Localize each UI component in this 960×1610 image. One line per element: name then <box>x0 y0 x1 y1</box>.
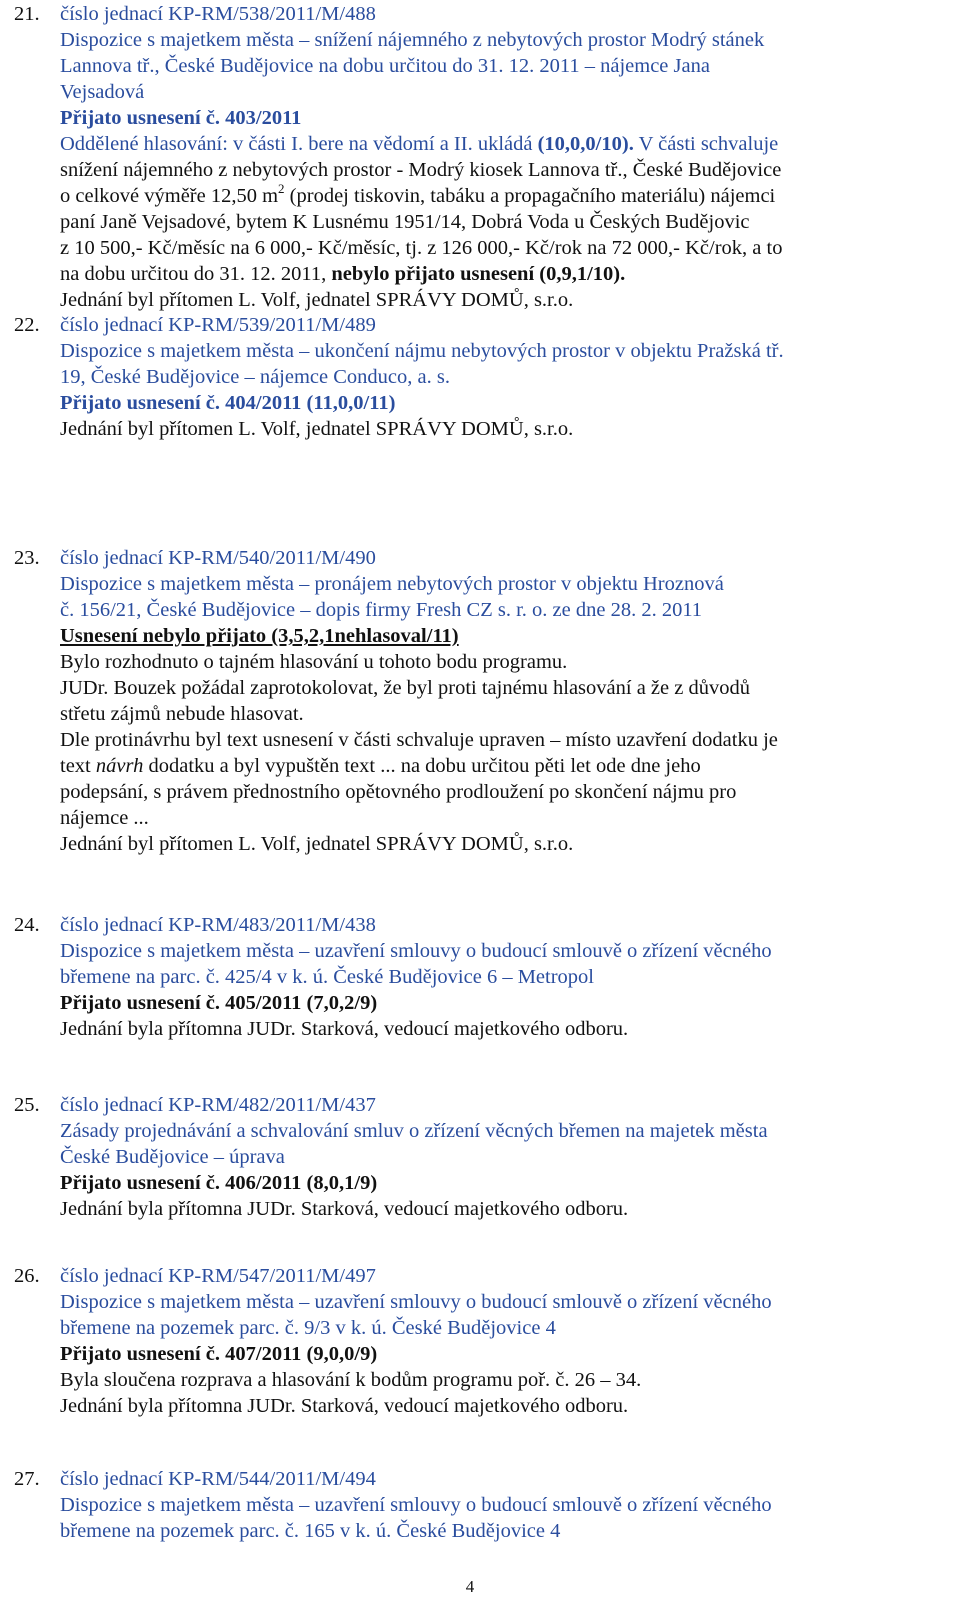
agenda-item-26 <box>0 1263 940 1419</box>
voting-note-text: V části schvaluje <box>633 133 779 155</box>
agenda-item-24 <box>0 912 940 1042</box>
item-title-line: Dispozice s majetkem města – uzavření smlouvy o budoucí smlouvě o zřízení věcného <box>60 1291 772 1313</box>
agenda-item-23 <box>0 545 940 857</box>
body-text: na dobu určitou do 31. 12. 2011, <box>60 263 332 285</box>
body-text: dodatku a byl vypuštěn text ... na dobu určitou pěti let ode dne jeho <box>143 755 701 777</box>
reference-number: číslo jednací KP-RM/538/2011/M/488 <box>60 3 376 25</box>
agenda-item-27 <box>0 1466 940 1544</box>
body-line: Dle protinávrhu byl text usnesení v části schvaluje upraven – místo uzavření dodatku je <box>60 729 778 751</box>
body-text: o celkové výměře 12,50 m <box>60 185 279 207</box>
body-text: text <box>60 755 96 777</box>
body-line: střetu zájmů nebude hlasovat. <box>60 703 304 725</box>
item-number: 25. <box>14 1094 40 1116</box>
resolution-status: Přijato usnesení č. 405/2011 (7,0,2/9) <box>60 992 378 1014</box>
body-text: (prodej tiskovin, tabáku a propagačního materiálu) nájemci <box>284 185 776 207</box>
reference-number: číslo jednací KP-RM/483/2011/M/438 <box>60 914 376 936</box>
item-number: 26. <box>14 1265 40 1287</box>
vote-count: (10,0,0/10). <box>537 133 634 155</box>
agenda-item-21 <box>0 1 940 313</box>
reference-number: číslo jednací KP-RM/482/2011/M/437 <box>60 1094 376 1116</box>
attendance-note: Jednání byla přítomna JUDr. Starková, vedoucí majetkového odboru. <box>60 1018 629 1040</box>
item-title-line: Dispozice s majetkem města – snížení nájemného z nebytových prostor Modrý stánek <box>60 29 765 51</box>
item-title-line: Vejsadová <box>60 81 145 103</box>
item-title-line: Dispozice s majetkem města – ukončení nájmu nebytových prostor v objektu Pražská tř. <box>60 340 784 362</box>
body-line: JUDr. Bouzek požádal zaprotokolovat, že byl proti tajnému hlasování a že z důvodů <box>60 677 750 699</box>
resolution-status: Přijato usnesení č. 404/2011 (11,0,0/11) <box>60 392 396 414</box>
body-line: nájemce ... <box>60 807 149 829</box>
body-line: Bylo rozhodnuto o tajném hlasování u tohoto bodu programu. <box>60 651 568 673</box>
resolution-status: Přijato usnesení č. 403/2011 <box>60 107 302 129</box>
item-title-line: Zásady projednávání a schvalování smluv o zřízení věcných břemen na majetek města <box>60 1120 768 1142</box>
agenda-item-22 <box>0 312 940 442</box>
reference-number: číslo jednací KP-RM/544/2011/M/494 <box>60 1468 376 1490</box>
item-number: 21. <box>14 3 40 25</box>
item-number: 23. <box>14 547 40 569</box>
item-title-line: č. 156/21, České Budějovice – dopis firmy Fresh CZ s. r. o. ze dne 28. 2. 2011 <box>60 599 703 621</box>
agenda-item-25 <box>0 1092 940 1222</box>
item-title-line: Dispozice s majetkem města – uzavření smlouvy o budoucí smlouvě o zřízení věcného <box>60 1494 772 1516</box>
item-number: 27. <box>14 1468 40 1490</box>
item-number: 24. <box>14 914 40 936</box>
item-title-line: České Budějovice – úprava <box>60 1146 285 1168</box>
body-line <box>60 183 940 209</box>
item-title-line: břemene na parc. č. 425/4 v k. ú. České Budějovice 6 – Metropol <box>60 966 594 988</box>
attendance-note: Jednání byl přítomen L. Volf, jednatel SPRÁVY DOMŮ, s.r.o. <box>60 289 574 311</box>
body-line <box>60 753 940 779</box>
item-title-line: Dispozice s majetkem města – uzavření smlouvy o budoucí smlouvě o zřízení věcného <box>60 940 772 962</box>
body-line: z 10 500,- Kč/měsíc na 6 000,- Kč/měsíc, tj. z 126 000,- Kč/rok na 72 000,- Kč/rok, a to <box>60 237 783 259</box>
voting-note <box>60 131 940 157</box>
resolution-status: Přijato usnesení č. 406/2011 (8,0,1/9) <box>60 1172 378 1194</box>
italic-text: návrh <box>95 755 144 777</box>
voting-note-text: Oddělené hlasování: v části I. bere na vědomí a II. ukládá <box>60 133 538 155</box>
item-number: 22. <box>14 314 40 336</box>
body-line: Byla sloučena rozprava a hlasování k bodům programu poř. č. 26 – 34. <box>60 1369 642 1391</box>
item-title-line: břemene na pozemek parc. č. 165 v k. ú. České Budějovice 4 <box>60 1520 561 1542</box>
superscript: 2 <box>278 181 285 196</box>
body-line <box>60 261 940 287</box>
resolution-status: Přijato usnesení č. 407/2011 (9,0,0/9) <box>60 1343 378 1365</box>
item-title-line: břemene na pozemek parc. č. 9/3 v k. ú. České Budějovice 4 <box>60 1317 556 1339</box>
attendance-note: Jednání byla přítomna JUDr. Starková, vedoucí majetkového odboru. <box>60 1395 629 1417</box>
reference-number: číslo jednací KP-RM/540/2011/M/490 <box>60 547 376 569</box>
attendance-note: Jednání byl přítomen L. Volf, jednatel SPRÁVY DOMŮ, s.r.o. <box>60 833 574 855</box>
body-line: podepsání, s právem přednostního opětovného prodloužení po skončení nájmu pro <box>60 781 737 803</box>
attendance-note: Jednání byl přítomen L. Volf, jednatel SPRÁVY DOMŮ, s.r.o. <box>60 418 574 440</box>
body-line: paní Janě Vejsadové, bytem K Lusnému 1951/14, Dobrá Voda u Českých Budějovic <box>60 211 750 233</box>
reference-number: číslo jednací KP-RM/547/2011/M/497 <box>60 1265 376 1287</box>
body-line: snížení nájemného z nebytových prostor - Modrý kiosek Lannova tř., České Budějovice <box>60 159 782 181</box>
page-number: 4 <box>465 1577 475 1596</box>
resolution-status: Usnesení nebylo přijato (3,5,2,1nehlasoval/11) <box>60 625 459 647</box>
item-title-line: 19, České Budějovice – nájemce Conduco, a. s. <box>60 366 450 388</box>
reference-number: číslo jednací KP-RM/539/2011/M/489 <box>60 314 376 336</box>
attendance-note: Jednání byla přítomna JUDr. Starková, vedoucí majetkového odboru. <box>60 1198 629 1220</box>
resolution-status: nebylo přijato usnesení (0,9,1/10). <box>331 263 626 285</box>
item-title-line: Dispozice s majetkem města – pronájem nebytových prostor v objektu Hroznová <box>60 573 724 595</box>
item-title-line: Lannova tř., České Budějovice na dobu určitou do 31. 12. 2011 – nájemce Jana <box>60 55 710 77</box>
